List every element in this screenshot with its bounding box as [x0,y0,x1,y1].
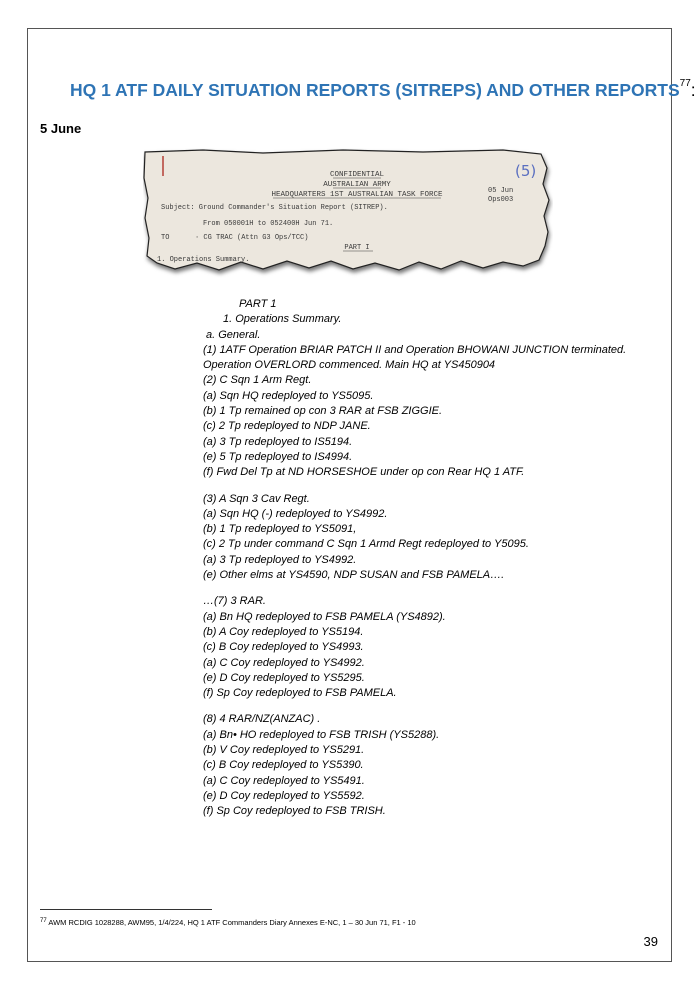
transcription-line: (e) 5 Tp redeployed to IS4994. [203,450,353,463]
transcription-line: (c) 2 Tp under command C Sqn 1 Armd Regt redeployed to Y5095. [203,538,529,551]
transcription-line: (c) 2 Tp redeployed to NDP JANE. [203,420,371,433]
transcription-line: Operation OVERLORD commenced. Main HQ at YS450904 [203,359,496,372]
transcription-line: 1. Operations Summary. [223,313,342,326]
transcription-line: (a) Bn HQ redeployed to FSB PAMELA (YS4892). [203,610,446,623]
transcription-line: (a) C Coy redeployed to YS4992. [203,656,365,669]
transcription-line: (b) A Coy redeployed to YS5194. [203,625,364,638]
transcription-line: (c) B Coy redeployed to YS5390. [203,759,364,772]
transcription-line: (3) A Sqn 3 Cav Regt. [203,492,310,505]
transcription-line: …(7) 3 RAR. [203,595,266,608]
transcription-line: (f) Fwd Del Tp at ND HORSESHOE under op con Rear HQ 1 ATF. [203,466,525,479]
paragraph-gap [203,583,663,594]
transcription-line: (a) Sqn HQ redeployed to YS5095. [203,389,374,402]
transcription-line: a. General. [206,328,261,341]
footnote-number: 77 [40,918,47,924]
transcription-line: (a) 3 Tp redeployed to IS5194. [203,435,353,448]
footnote [40,918,416,927]
scan-army: AUSTRALIAN ARMY [323,181,391,189]
transcription-line: (a) Bn• HO redeployed to FSB TRISH (YS5288). [203,728,440,741]
transcription-line: (b) 1 Tp remained op con 3 RAR at FSB ZIGGIE. [203,405,443,418]
paragraph-gap [203,701,663,712]
page-title: HQ 1 ATF DAILY SITUATION REPORTS (SITREPS) AND OTHER REPORTS$^{77}$: [70,78,696,100]
scan-ops-ref: Ops003 [488,196,514,204]
transcription-line: (a) Sqn HQ (-) redeployed to YS4992. [203,507,388,520]
sitrep-transcription [203,297,663,820]
page-number: 39 [643,934,658,949]
transcription-line: (c) B Coy redeployed to YS4993. [203,641,364,654]
transcription-line: (b) V Coy redeployed to YS5291. [203,744,365,757]
footnote-reference: 77 [679,78,691,89]
transcription-line: (1) 1ATF Operation BRIAR PATCH II and Operation BHOWANI JUNCTION terminated. [203,343,627,356]
transcription-line: (f) Sp Coy redeployed to FSB PAMELA. [203,687,397,700]
scan-headquarters: HEADQUARTERS 1ST AUSTRALIAN TASK FORCE [271,191,443,199]
footnote-text: AWM RCDIG 1028288, AWM95, 1/4/224, HQ 1 ATF Commanders Diary Annexes E-NC, 1 – 30 Jun 71, F1 - 10 [46,918,416,927]
scan-from: From 050001H to 052400H Jun 71. [203,220,334,228]
scanned-document-image [143,148,553,278]
transcription-line: (e) D Coy redeployed to YS5295. [203,671,365,684]
date-heading: 5 June [40,121,82,136]
scan-date-ref: 05 Jun [488,187,514,195]
paragraph-gap [203,481,663,492]
scan-part: PART I [344,244,370,252]
transcription-line: (b) 1 Tp redeployed to YS5091, [203,523,357,536]
transcription-line: PART 1 [239,298,277,310]
scan-to: · CG TRAC (Attn G3 Ops/TCC) [195,234,309,242]
transcription-line: (2) C Sqn 1 Arm Regt. [203,374,312,387]
transcription-line: (e) Other elms at YS4590, NDP SUSAN and FSB PAMELA…. [203,569,505,582]
footnote-separator [40,909,212,910]
transcription-line: (e) D Coy redeployed to YS5592. [203,789,365,802]
scan-handwritten-number: (5) [515,162,537,180]
scan-classification: CONFIDENTIAL [329,171,385,179]
transcription-line: (8) 4 RAR/NZ(ANZAC) . [203,713,321,726]
scan-ops: 1. Operations Summary. [157,256,250,264]
transcription-line: (f) Sp Coy redeployed to FSB TRISH. [203,805,386,818]
scan-to-label: TO [161,234,170,242]
scan-subject: Subject: Ground Commander's Situation Report (SITREP). [161,204,388,212]
transcription-line: (a) 3 Tp redeployed to YS4992. [203,553,357,566]
transcription-line: (a) C Coy redeployed to YS5491. [203,774,365,787]
